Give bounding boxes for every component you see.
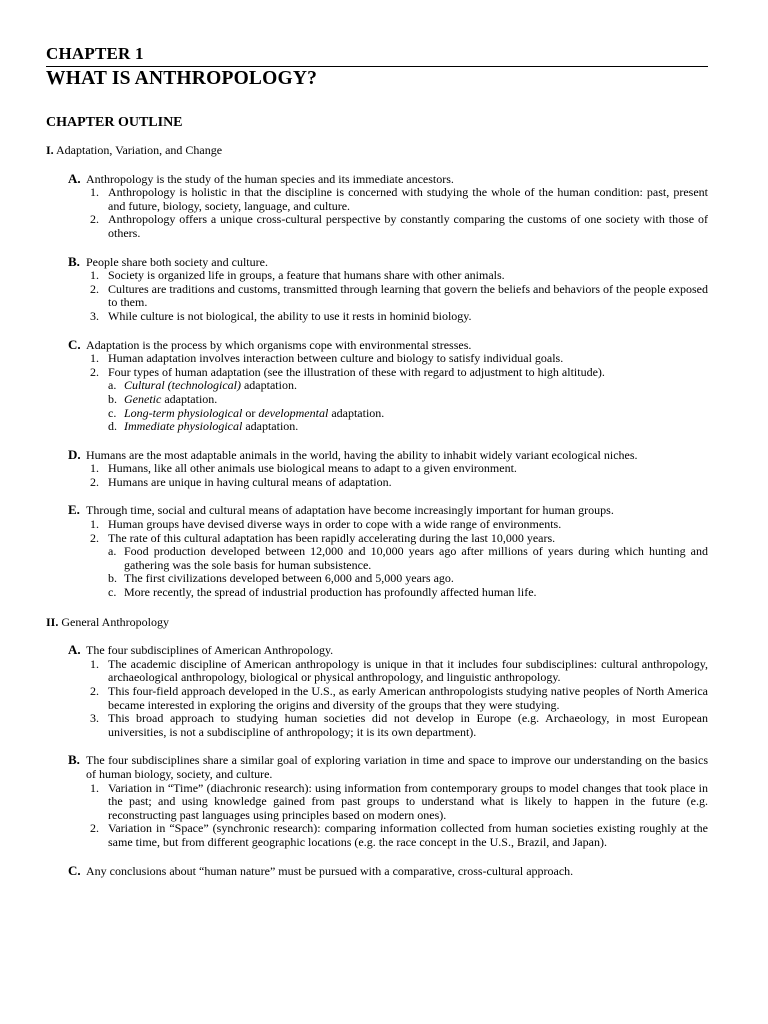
list-item-text: This four-field approach developed in the U.S., as early American anthropologists studying native peoples of North America became interested in exploring the origins and diversity of the groups that they were studying.	[108, 684, 708, 712]
italic-term: Genetic	[124, 391, 162, 406]
list-item-number: 1.	[90, 268, 99, 283]
lettered-item-text: Food production developed between 12,000 and 10,000 years ago after millions of years during which hunting and gathering was the sole basis for human subsistence.	[124, 544, 708, 572]
list-item	[90, 712, 708, 739]
list-item	[90, 685, 708, 712]
lettered-item-letter: b.	[108, 391, 117, 406]
list-item	[90, 269, 708, 283]
lettered-item	[108, 379, 708, 393]
subsection-letter: A.	[68, 170, 81, 186]
subsection-letter: D.	[68, 446, 81, 462]
list-item	[90, 310, 708, 324]
subsection-text: The four subdisciplines share a similar goal of exploring variation in time and space to improve our understanding on the basics of human biology, society, and culture.	[86, 753, 708, 781]
numbered-list	[90, 518, 708, 600]
section-title-text: General Anthropology	[61, 614, 169, 629]
list-item-number: 1.	[90, 656, 99, 671]
numbered-list	[90, 186, 708, 240]
subsection-heading	[68, 448, 708, 463]
list-item-number: 2.	[90, 212, 99, 227]
outline-subsection	[68, 448, 708, 490]
lettered-item-letter: c.	[108, 585, 117, 600]
outline-subsection	[68, 503, 708, 599]
list-item	[90, 822, 708, 849]
list-item-number: 2.	[90, 684, 99, 698]
italic-term: Immediate physiological	[124, 419, 243, 434]
list-item	[90, 532, 708, 546]
numbered-list	[90, 782, 708, 850]
subsection-letter: B.	[68, 752, 80, 768]
chapter-title: WHAT IS ANTHROPOLOGY?	[46, 68, 318, 89]
list-item-text: Society is organized life in groups, a feature that humans share with other animals.	[108, 268, 505, 283]
lettered-list	[108, 545, 708, 599]
italic-term: Cultural (technological)	[124, 378, 241, 393]
header-rule	[46, 66, 708, 67]
lettered-item-text: adaptation.	[240, 378, 297, 393]
list-item-number: 2.	[90, 474, 99, 489]
list-item-text: Variation in “Space” (synchronic research): comparing information collected from human societies existing roughly at the same time, but from different geographic locations (e.g. the race concept in the U.S., Brazil, and Japan).	[108, 821, 708, 849]
lettered-item	[108, 393, 708, 407]
list-item-text: This broad approach to studying human societies did not develop in Europe (e.g. Archaeology, in most European universities, is not a subdiscipline of anthropology; it is its own department).	[108, 711, 708, 739]
lettered-item	[108, 572, 708, 586]
outline-subsection	[68, 864, 708, 879]
list-item-number: 1.	[90, 517, 99, 532]
chapter-number: CHAPTER 1	[46, 44, 144, 63]
subsection-heading	[68, 643, 708, 658]
lettered-item	[108, 407, 708, 421]
list-item-text: Variation in “Time” (diachronic research): using information from contemporary groups to model changes that took place in the past; and using knowledge gained from past groups to understand what is likely to happen in the future (e.g. reconstructing past languages using principles based on modern ones).	[108, 780, 708, 822]
subsection-text: The four subdisciplines of American Anthropology.	[86, 643, 334, 658]
lettered-item-text: adaptation.	[328, 405, 385, 420]
subsection-heading	[68, 338, 708, 353]
section-title-text: Adaptation, Variation, and Change	[56, 143, 223, 157]
subsection-text: Humans are the most adaptable animals in the world, having the ability to inhabit widely variant ecological niches.	[86, 447, 638, 462]
outline-section	[46, 616, 708, 879]
subsection-text: Through time, social and cultural means of adaptation have become increasingly important for human groups.	[86, 503, 614, 518]
lettered-item-text: More recently, the spread of industrial production has profoundly affected human life.	[124, 585, 537, 600]
outline-subsection	[68, 338, 708, 434]
list-item	[90, 283, 708, 310]
list-item-number: 1.	[90, 780, 99, 795]
section-title	[46, 144, 708, 158]
list-item-text: Human groups have devised diverse ways in order to cope with a wide range of environments.	[108, 517, 562, 532]
subsection-heading	[68, 864, 708, 879]
outline-subsection	[68, 753, 708, 849]
lettered-item	[108, 545, 708, 572]
list-item-number: 2.	[90, 530, 99, 545]
numbered-list	[90, 658, 708, 740]
subsection-text: Anthropology is the study of the human species and its immediate ancestors.	[86, 171, 454, 186]
subsection-letter: A.	[68, 642, 81, 658]
lettered-item-letter: a.	[108, 544, 117, 559]
list-item-text: Human adaptation involves interaction between culture and biology to satisfy individual goals.	[108, 351, 564, 366]
numbered-list	[90, 352, 708, 434]
lettered-item-text: The first civilizations developed between 6,000 and 5,000 years ago.	[124, 571, 454, 586]
outline-section	[46, 144, 708, 600]
outline-heading: CHAPTER OUTLINE	[46, 115, 183, 130]
outline-subsection	[68, 172, 708, 241]
list-item	[90, 782, 708, 823]
section-numeral: II.	[46, 614, 59, 629]
list-item	[90, 366, 708, 380]
list-item-number: 2.	[90, 281, 99, 296]
list-item-text: The academic discipline of American anthropology is unique in that it includes four subdisciplines: cultural anthropology, archaeological anthropology, biological or physical anthropology, and linguistic anthropology.	[108, 656, 708, 685]
italic-term: developmental	[258, 405, 329, 420]
list-item-text: While culture is not biological, the ability to use it rests in hominid biology.	[108, 308, 472, 323]
outline-subsection	[68, 255, 708, 324]
subsection-text: Any conclusions about “human nature” must be pursued with a comparative, cross-cultural approach.	[86, 863, 574, 878]
list-item-text: Anthropology is holistic in that the discipline is concerned with studying the whole of the human condition: past, present and future, biology, society, language, and culture.	[108, 185, 708, 213]
list-item-number: 2.	[90, 821, 99, 836]
list-item	[90, 518, 708, 532]
list-item-number: 1.	[90, 351, 99, 366]
subsection-heading	[68, 255, 708, 270]
section-title	[46, 616, 708, 630]
list-item-text: The rate of this cultural adaptation has been rapidly accelerating during the last 10,000 years.	[108, 530, 556, 545]
section-numeral: I.	[46, 143, 54, 157]
list-item-number: 2.	[90, 364, 99, 379]
list-item-text: Anthropology offers a unique cross-cultural perspective by constantly comparing the customs of one society with those of others.	[108, 212, 708, 240]
outline-body	[46, 144, 708, 894]
lettered-item-letter: b.	[108, 571, 117, 586]
subsection-text: People share both society and culture.	[86, 254, 268, 269]
subsection-letter: B.	[68, 253, 80, 269]
subsection-letter: C.	[68, 862, 81, 878]
subsection-letter: C.	[68, 336, 81, 352]
list-item	[90, 352, 708, 366]
lettered-item	[108, 420, 708, 434]
list-item	[90, 476, 708, 490]
subsection-text: Adaptation is the process by which organisms cope with environmental stresses.	[86, 337, 472, 352]
outline-subsection	[68, 643, 708, 739]
subsection-heading	[68, 753, 708, 781]
list-item	[90, 658, 708, 685]
list-item-number: 3.	[90, 308, 99, 323]
lettered-item-text: adaptation.	[161, 391, 218, 406]
lettered-item-letter: a.	[108, 378, 117, 393]
lettered-item	[108, 586, 708, 600]
list-item	[90, 186, 708, 213]
list-item-text: Cultures are traditions and customs, transmitted through learning that govern the beliefs and behaviors of the people exposed to them.	[108, 281, 708, 310]
numbered-list	[90, 462, 708, 489]
list-item-text: Four types of human adaptation (see the illustration of these with regard to adjustment to high altitude).	[108, 364, 605, 379]
subsection-heading	[68, 503, 708, 518]
list-item-number: 1.	[90, 461, 99, 476]
list-item	[90, 462, 708, 476]
list-item-number: 3.	[90, 711, 99, 726]
lettered-list	[108, 379, 708, 433]
list-item	[90, 213, 708, 240]
lettered-item-letter: d.	[108, 419, 117, 434]
subsection-heading	[68, 172, 708, 187]
list-item-text: Humans, like all other animals use biological means to adapt to a given environment.	[108, 461, 517, 476]
connector-text: or	[242, 405, 259, 420]
lettered-item-text: adaptation.	[242, 419, 299, 434]
list-item-text: Humans are unique in having cultural means of adaptation.	[108, 474, 392, 489]
lettered-item-letter: c.	[108, 405, 117, 420]
subsection-letter: E.	[68, 502, 80, 518]
italic-term: Long-term physiological	[124, 405, 243, 420]
list-item-number: 1.	[90, 185, 99, 200]
numbered-list	[90, 269, 708, 323]
